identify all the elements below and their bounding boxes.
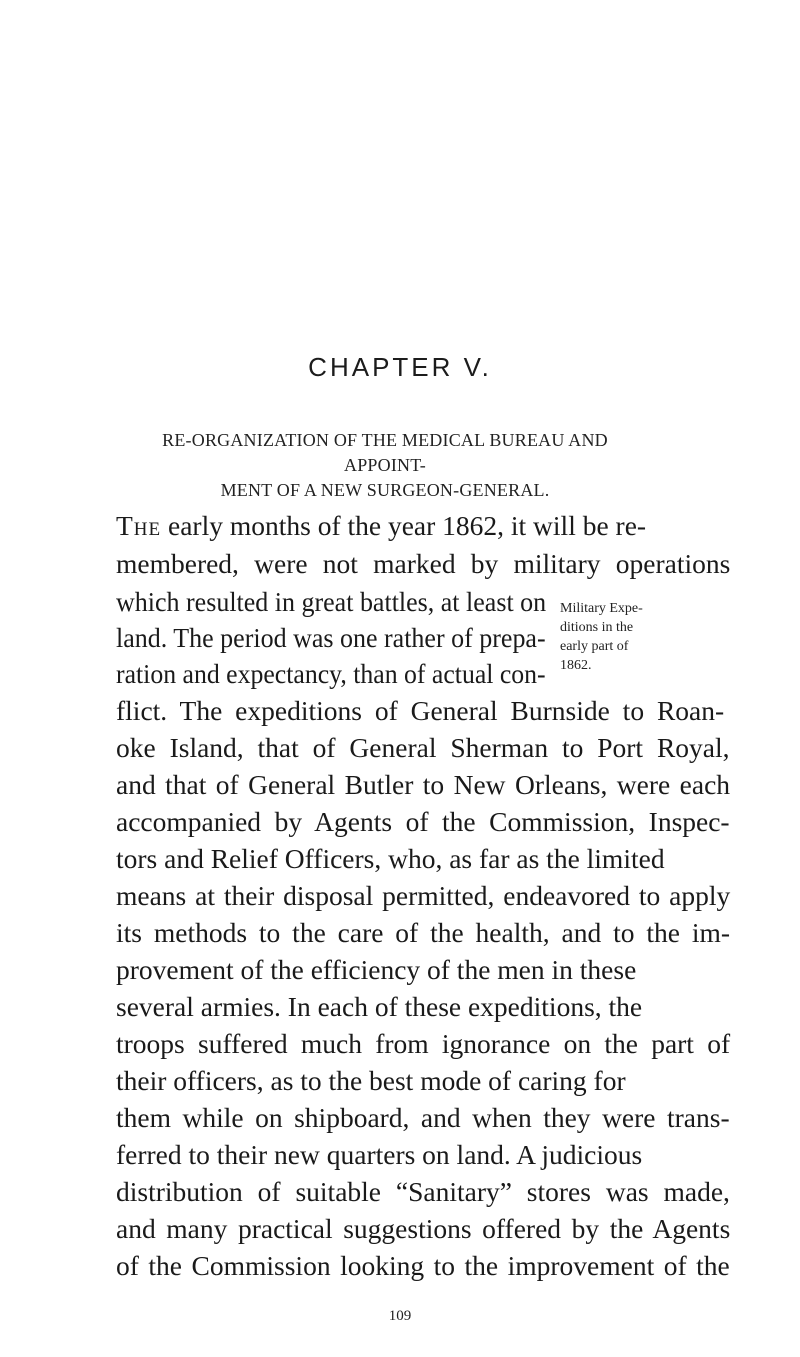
- body-line-7: oke Island, that of General Sherman to Port Royal,: [116, 732, 730, 763]
- margin-note-line-3: early part of: [560, 639, 629, 654]
- body-line-3: which resulted in great battles, at least on: [116, 586, 547, 617]
- margin-note-line-2: ditions in the: [560, 620, 634, 635]
- margin-note: [560, 599, 690, 675]
- body-line-11: means at their disposal permitted, endeavored to apply: [116, 880, 731, 911]
- margin-note-line-1: Military Expe-: [560, 601, 643, 616]
- body-line-4: land. The period was one rather of prepa-: [116, 622, 546, 653]
- body-line-21: of the Commission looking to the improvement of the: [116, 1250, 730, 1281]
- body-line-18: ferred to their new quarters on land. A judicious: [116, 1139, 643, 1170]
- body-line-2: membered, were not marked by military operations: [116, 548, 731, 579]
- body-line-16: their officers, as to the best mode of caring for: [116, 1065, 626, 1096]
- body-line-10: tors and Relief Officers, who, as far as the limited: [116, 843, 665, 874]
- chapter-title: CHAPTER V.: [308, 352, 492, 382]
- chapter-subtitle: [125, 428, 645, 503]
- drop-word: The: [116, 510, 162, 541]
- body-line-13: provement of the efficiency of the men in these: [116, 954, 637, 985]
- body-line-14: several armies. In each of these expeditions, the: [116, 991, 643, 1022]
- body-line-20: and many practical suggestions offered by the Agents: [116, 1213, 731, 1244]
- body-line-8: and that of General Butler to New Orleans, were each: [116, 769, 731, 800]
- margin-note-line-4: 1862.: [560, 658, 592, 673]
- chapter-subtitle-line-1: RE-ORGANIZATION OF THE MEDICAL BUREAU AND APPOINT-: [162, 430, 608, 475]
- body-line-19: distribution of suitable “Sanitary” stores was made,: [116, 1176, 730, 1207]
- chapter-subtitle-line-2: MENT OF A NEW SURGEON-GENERAL.: [220, 480, 550, 500]
- body-line-15: troops suffered much from ignorance on the part of: [116, 1028, 731, 1059]
- body-line-1: The early months of the year 1862, it will be re-: [116, 510, 647, 541]
- body-line-9: accompanied by Agents of the Commission, Inspec-: [116, 806, 730, 837]
- body-line-17: them while on shipboard, and when they were trans-: [116, 1102, 730, 1133]
- page-number: 109: [388, 1308, 412, 1324]
- body-line-6: flict. The expeditions of General Burnside to Roan-: [116, 695, 725, 726]
- body-line-12: its methods to the care of the health, and to the im-: [116, 917, 731, 948]
- body-line-5: ration and expectancy, than of actual con-: [116, 658, 546, 689]
